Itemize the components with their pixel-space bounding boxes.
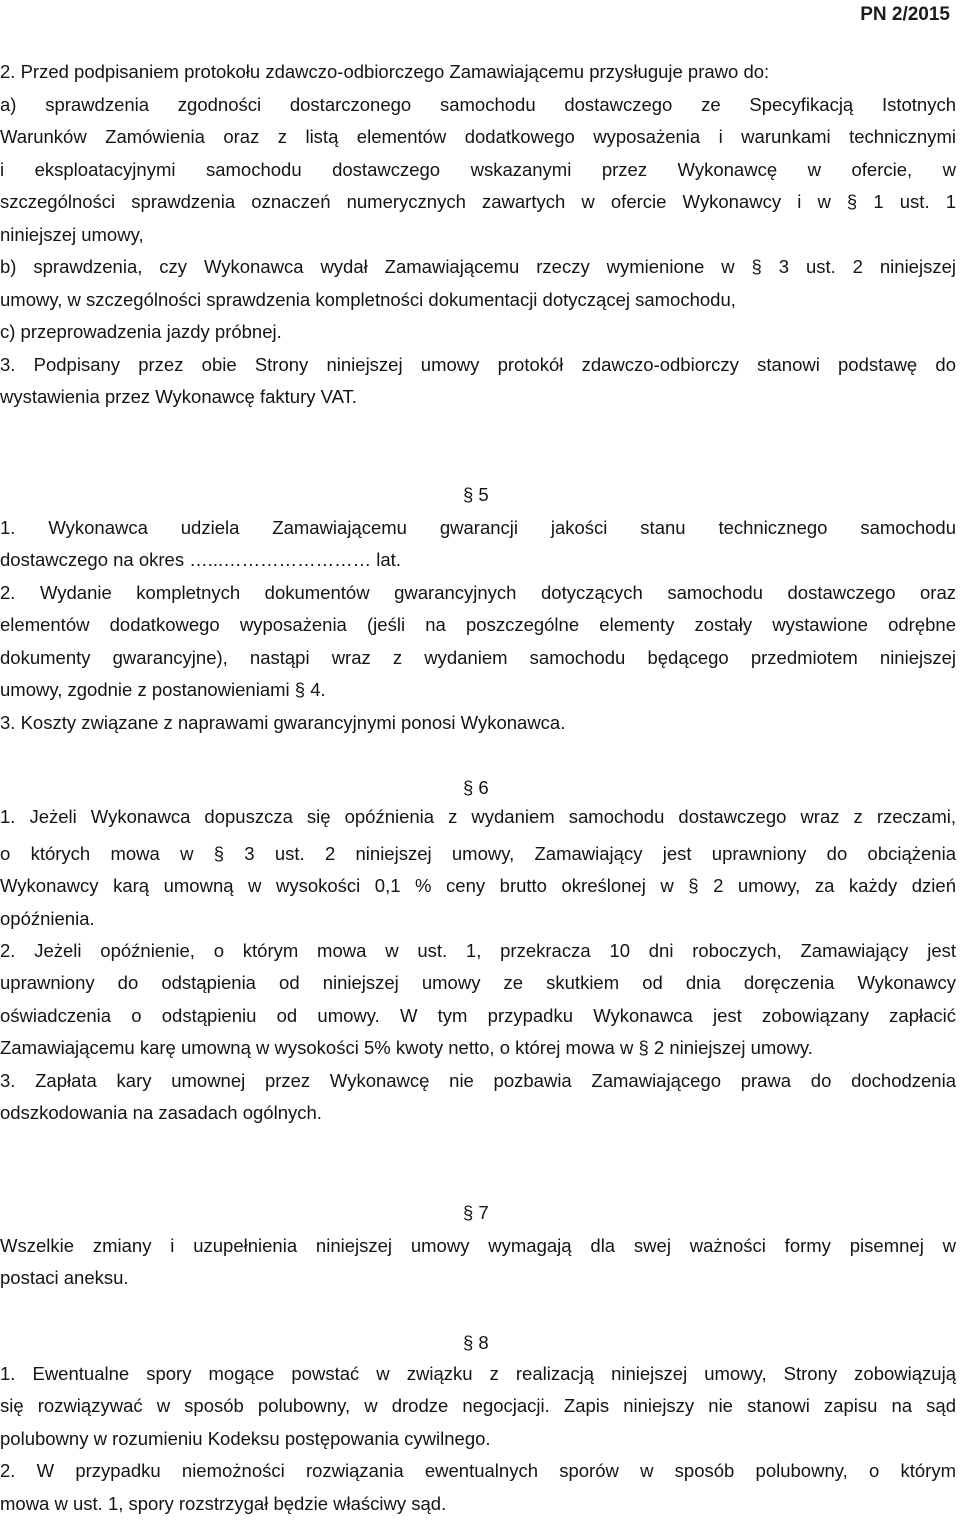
document-id: PN 2/2015 — [860, 4, 950, 25]
text-line: 3. Zapłata kary umownej przez Wykonawcę nie pozbawia Zamawiającego prawa do dochodzenia — [0, 1070, 956, 1091]
text-line: 3. Podpisany przez obie Strony niniejszej umowy protokół zdawczo-odbiorczy stanowi podstawę do — [0, 354, 956, 375]
text-line: opóźnienia. — [0, 908, 95, 929]
text-line: i eksploatacyjnymi samochodu dostawczego wskazanymi przez Wykonawcę w ofercie, w — [0, 159, 956, 180]
text-line: umowy, w szczególności sprawdzenia kompletności dokumentacji dotyczącej samochodu, — [0, 289, 736, 310]
text-line: dostawczego na okres …...…………………… lat. — [0, 549, 401, 570]
text-line: dokumenty gwarancyjne), nastąpi wraz z wydaniem samochodu będącego przedmiotem niniejszej — [0, 647, 956, 668]
text-line: Zamawiającemu karę umowną w wysokości 5% kwoty netto, o której mowa w § 2 niniejszej umowy. — [0, 1037, 813, 1058]
text-line: o których mowa w § 3 ust. 2 niniejszej umowy, Zamawiający jest uprawniony do obciążenia — [0, 843, 956, 864]
text-line: uprawniony do odstąpienia od niniejszej umowy ze skutkiem od dnia doręczenia Wykonawcy — [0, 972, 956, 993]
text-line: polubowny w rozumieniu Kodeksu postępowania cywilnego. — [0, 1428, 491, 1449]
section-heading: § 5 — [463, 484, 489, 505]
text-line: umowy, zgodnie z postanowieniami § 4. — [0, 679, 326, 700]
text-line: mowa w ust. 1, spory rozstrzygał będzie właściwy sąd. — [0, 1493, 447, 1514]
text-line: Wszelkie zmiany i uzupełnienia niniejszej umowy wymagają dla swej ważności formy pisemnej w — [0, 1235, 956, 1256]
text-line: c) przeprowadzenia jazdy próbnej. — [0, 321, 282, 342]
text-line: elementów dodatkowego wyposażenia (jeśli na poszczególne elementy zostały wystawione odrębne — [0, 614, 956, 635]
text-line: 2. Jeżeli opóźnienie, o którym mowa w ust. 1, przekracza 10 dni roboczych, Zamawiający jest — [0, 940, 956, 961]
section-heading: § 6 — [463, 777, 489, 798]
text-line: 3. Koszty związane z naprawami gwarancyjnymi ponosi Wykonawca. — [0, 712, 566, 733]
text-line: odszkodowania na zasadach ogólnych. — [0, 1102, 322, 1123]
text-line: 2. Wydanie kompletnych dokumentów gwarancyjnych dotyczących samochodu dostawczego oraz — [0, 582, 956, 603]
text-line: 1. Wykonawca udziela Zamawiającemu gwarancji jakości stanu technicznego samochodu — [0, 517, 956, 538]
section-heading: § 8 — [463, 1332, 489, 1353]
text-line: się rozwiązywać w sposób polubowny, w drodze negocjacji. Zapis niniejszy nie stanowi zapisu na sąd — [0, 1395, 956, 1416]
text-line: 1. Ewentualne spory mogące powstać w związku z realizacją niniejszej umowy, Strony zobowiązują — [0, 1363, 956, 1384]
text-line: niniejszej umowy, — [0, 224, 144, 245]
section-heading: § 7 — [463, 1202, 489, 1223]
text-line: 1. Jeżeli Wykonawca dopuszcza się opóźnienia z wydaniem samochodu dostawczego wraz z rzeczami, — [0, 806, 956, 827]
text-line: postaci aneksu. — [0, 1267, 129, 1288]
text-line: szczególności sprawdzenia oznaczeń numerycznych zawartych w ofercie Wykonawcy i w § 1 ust. 1 — [0, 191, 956, 212]
text-line: wystawienia przez Wykonawcę faktury VAT. — [0, 386, 357, 407]
text-line: Warunków Zamówienia oraz z listą elementów dodatkowego wyposażenia i warunkami technicznymi — [0, 126, 956, 147]
text-line: Wykonawcy karą umowną w wysokości 0,1 % ceny brutto określonej w § 2 umowy, za każdy dzień — [0, 875, 956, 896]
text-line: b) sprawdzenia, czy Wykonawca wydał Zamawiającemu rzeczy wymienione w § 3 ust. 2 niniejszej — [0, 256, 956, 277]
text-line: 2. W przypadku niemożności rozwiązania ewentualnych sporów w sposób polubowny, o którym — [0, 1460, 956, 1481]
text-line: a) sprawdzenia zgodności dostarczonego samochodu dostawczego ze Specyfikacją Istotnych — [0, 94, 956, 115]
text-line: 2. Przed podpisaniem protokołu zdawczo-odbiorczego Zamawiającemu przysługuje prawo do: — [0, 61, 770, 82]
text-line: oświadczenia o odstąpieniu od umowy. W tym przypadku Wykonawca jest zobowiązany zapłacić — [0, 1005, 956, 1026]
